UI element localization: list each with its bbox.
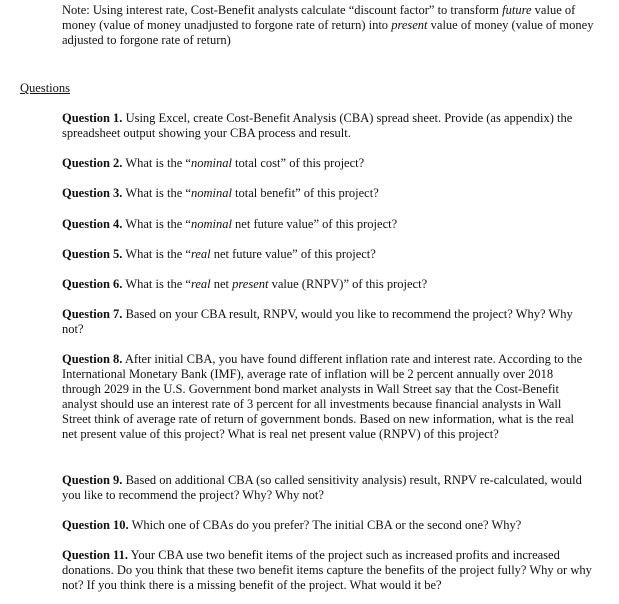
question-text: Based on additional CBA (so called sensitivity analysis) result, RNPV re-calculated, would you like to recommend the project? Why? Why not? <box>62 473 582 502</box>
question-label: Question 8. <box>62 352 123 366</box>
question-2 <box>62 156 592 171</box>
question-text: net future value” of this project? <box>210 247 376 261</box>
question-emphasis: real <box>190 277 211 291</box>
question-text: net future value” of this project? <box>231 217 398 231</box>
question-text: total cost” of this project? <box>231 156 365 170</box>
question-text: What is the “ <box>122 277 191 291</box>
questions-heading: Questions <box>20 81 70 95</box>
question-text: Which one of CBAs do you prefer? The initial CBA or the second one? Why? <box>128 518 522 532</box>
question-text: Using Excel, create Cost-Benefit Analysis (CBA) spread sheet. Provide (as appendix) the spreadsheet output showing your CBA process and result. <box>62 111 573 140</box>
question-text: What is the “ <box>122 186 191 200</box>
question-label: Question 11. <box>62 548 128 562</box>
question-text: total benefit” of this project? <box>231 186 379 200</box>
note-paragraph <box>62 3 607 48</box>
question-label: Question 6. <box>62 277 123 291</box>
question-6 <box>62 277 592 292</box>
question-label: Question 1. <box>62 111 123 125</box>
question-text: After initial CBA, you have found different inflation rate and interest rate. According to the International Monetary Bank (IMF), average rate of inflation will be 2 percent annually over 2018 through 2029 in the U.S. Government bond market analysts in Wall Street say that the Cost-Benefit analyst should use an interest rate of 3 percent for all investments because financial analysts in Wall Street think of average rate of return of government bonds. Based on new information, what is the real net present value of this project? What is real net present value (RNPV) of this project? <box>62 352 583 441</box>
question-text: value (RNPV)” of this project? <box>268 277 428 291</box>
question-label: Question 9. <box>62 473 123 487</box>
question-10 <box>62 518 592 533</box>
note-text-1: Note: Using interest rate, Cost-Benefit analysts calculate “discount factor” to transform <box>62 3 503 17</box>
question-1 <box>62 111 592 141</box>
question-11 <box>62 548 592 593</box>
question-8 <box>62 352 592 442</box>
question-label: Question 7. <box>62 307 123 321</box>
question-5 <box>62 247 592 262</box>
question-7 <box>62 307 592 337</box>
note-text-2: value of money (value of money unadjusted to forgone rate of return) into <box>62 3 576 32</box>
question-3 <box>62 186 592 201</box>
question-label: Question 2. <box>62 156 123 170</box>
question-label: Question 4. <box>62 217 123 231</box>
question-emphasis: nominal <box>190 217 232 231</box>
question-emphasis: nominal <box>190 186 232 200</box>
question-label: Question 5. <box>62 247 123 261</box>
question-text: Based on your CBA result, RNPV, would you like to recommend the project? Why? Why not? <box>62 307 573 336</box>
question-emphasis: nominal <box>190 156 232 170</box>
question-text: What is the “ <box>122 156 191 170</box>
question-emphasis: real <box>190 247 211 261</box>
question-emphasis-present: present <box>232 277 269 291</box>
note-emphasis-present: present <box>391 18 428 32</box>
question-4 <box>62 217 592 232</box>
question-text: net <box>210 277 233 291</box>
question-text: What is the “ <box>122 247 191 261</box>
question-text: Your CBA use two benefit items of the project such as increased profits and increased donations. Do you think that these two benefit items capture the benefits of the project fully? Why or why not? If you think there is a missing benefit of the project. What would it be? <box>62 548 592 592</box>
question-label: Question 10. <box>62 518 129 532</box>
question-label: Question 3. <box>62 186 123 200</box>
note-text-3: value of money (value of money adjusted to forgone rate of return) <box>62 18 594 47</box>
question-text: What is the “ <box>122 217 191 231</box>
note-emphasis-future: future <box>502 3 532 17</box>
question-9 <box>62 473 592 503</box>
